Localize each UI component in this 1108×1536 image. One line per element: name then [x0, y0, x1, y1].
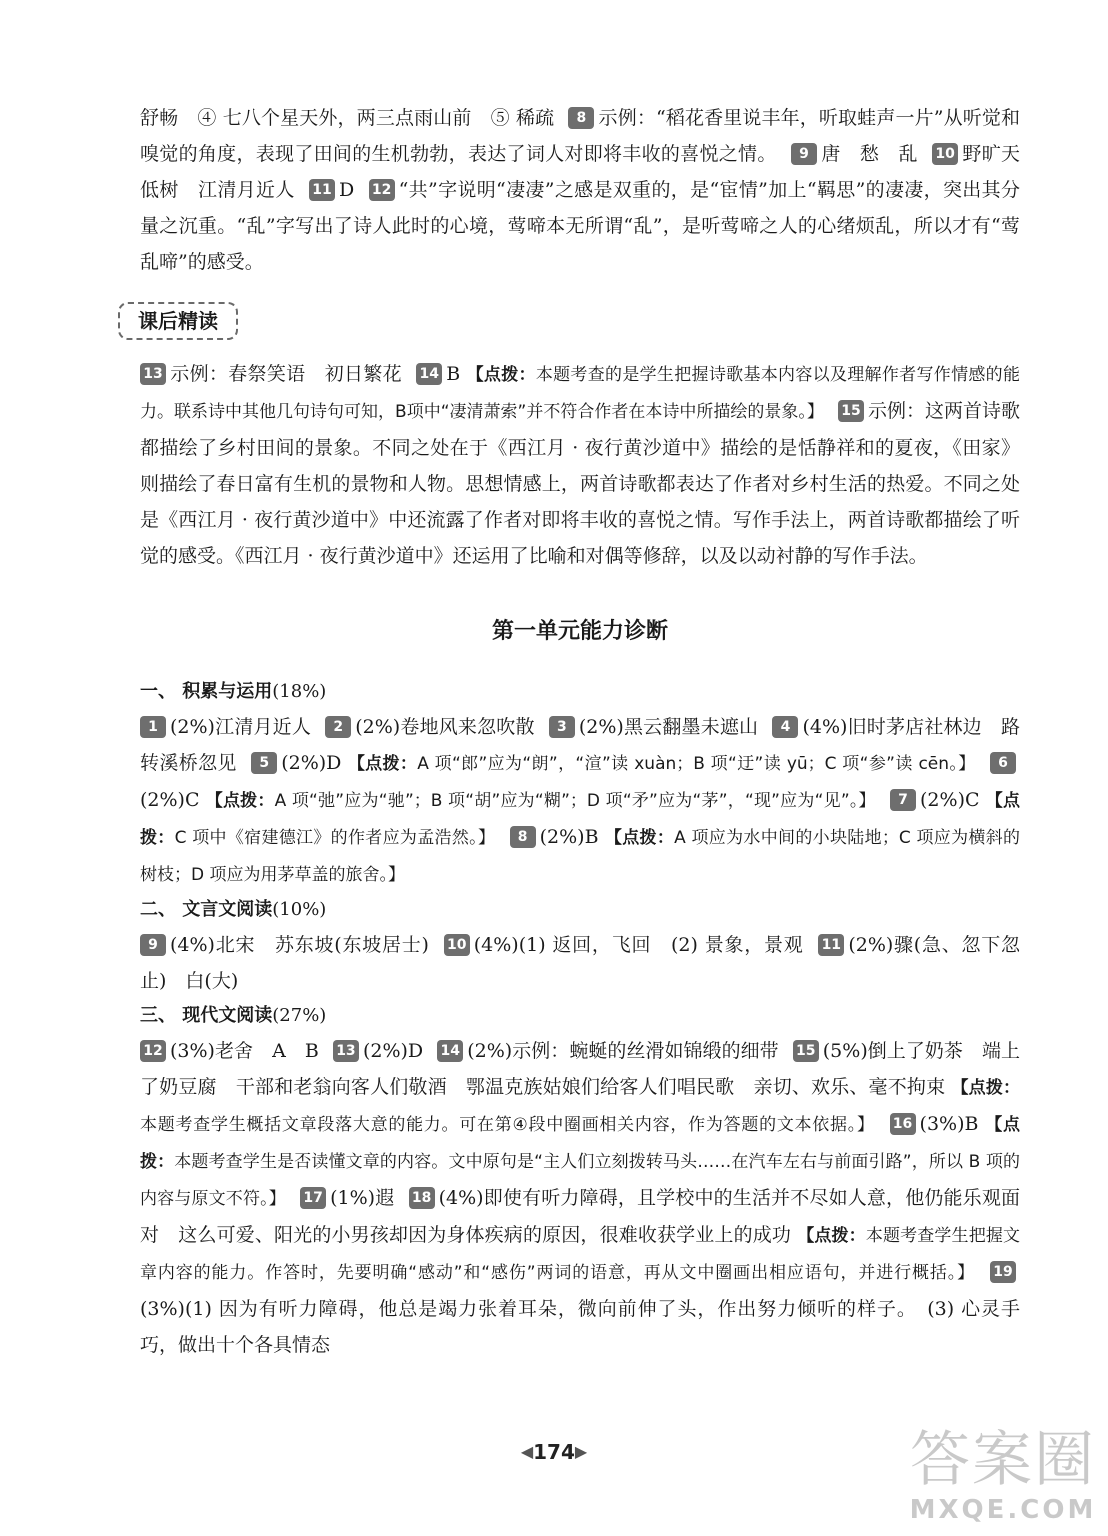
- question-number-badge: 15: [793, 1040, 819, 1062]
- question-number-badge: 9: [791, 143, 817, 165]
- prev-answer-8: 示例：“稻花香里说丰年，听取蛙声一片”从听觉和嗅觉的角度，表现了田间的生机勃勃，表达了词人对即将丰收的喜悦之情。: [140, 107, 1020, 165]
- question-number-badge: 5: [251, 752, 277, 774]
- question-number-badge: 17: [300, 1187, 326, 1209]
- hint-6: 【点拨：A 项“弛”应为“驰”；B 项“胡”应为“糊”；D 项“矛”应为“茅”，“现”应为“见”。】: [205, 791, 876, 811]
- prev-answer-10: 野旷天低树 江清月近人: [140, 143, 1020, 201]
- question-number-badge: 6: [990, 752, 1016, 774]
- question-number-badge: 9: [140, 934, 166, 956]
- section-heading-3: 三、 现代文阅读(27%): [140, 1005, 327, 1026]
- watermark-url: MXQE.COM: [909, 1495, 1097, 1525]
- question-number-badge: 14: [437, 1040, 463, 1062]
- question-number-badge: 10: [444, 934, 470, 956]
- hint-8: 【点拨：A 项应为水中间的小块陆地；C 项应为横斜的树枝；D 项应为用茅草盖的旅舍。】: [140, 828, 1021, 885]
- hint-15: 【点拨：本题考查学生概括文章段落大意的能力。可在第④段中圈画相关内容，作为答题的文本依据。】: [140, 1078, 1020, 1135]
- question-number-badge: 14: [416, 363, 442, 385]
- section-1-answers: 1 (2%)江清月近人 2 (2%)卷地风来忽吹散 3 (2%)黑云翻墨未遮山 4 (4%)旧时茅店社林边 路转溪桥忽见 5 (2%)D 【点拨：A 项“郎”应为“朗”，“渲”读 xuàn；B 项“迂”读 yū；C 项“参”读 cēn。】 6(2%)C 【点拨：A 项“弛”应为“驰”；B 项“胡”应为“糊”；D 项“矛”应为“茅”，“现”应为“见”。】 7 (2%)C 【点拨：C 项中《宿建德江》的作者应为孟浩然。】 8 (2%)B 【点拨：A 项应为水中间的小块陆地；C 项应为横斜的树枝；D 项应为用茅草盖的旅舍。】: [140, 716, 1021, 885]
- page-content: [140, 100, 1020, 1363]
- question-number-badge: 10: [932, 143, 958, 165]
- prev-answers: [140, 100, 1020, 280]
- question-number-badge: 8: [568, 107, 594, 129]
- question-number-badge: 11: [309, 179, 335, 201]
- question-number-badge: 13: [140, 363, 166, 385]
- question-number-badge: 12: [369, 179, 395, 201]
- question-number-badge: 7: [890, 789, 916, 811]
- prev-answer-11: D: [339, 179, 355, 201]
- section-heading-2: 二、 文言文阅读(10%): [140, 899, 327, 920]
- hint-14: 【点拨：本题考查的是学生把握诗歌基本内容以及理解作者写作情感的能力。联系诗中其他几句诗句可知，B项中“凄清萧索”并不符合作者在本诗中所描绘的景象。】: [140, 365, 1020, 422]
- section-title-after-class: 课后精读: [118, 302, 238, 340]
- hint-5: 【点拨：A 项“郎”应为“朗”，“渲”读 xuàn；B 项“迂”读 yū；C 项“参”读 cēn。】: [347, 754, 976, 774]
- prev-answer-9: 唐 愁 乱: [821, 143, 918, 165]
- question-number-badge: 12: [140, 1040, 166, 1062]
- question-number-badge: 3: [549, 716, 575, 738]
- right-triangle-icon: ▶: [574, 1442, 588, 1461]
- section-2-answers: 9 (4%)北宋 苏东坡(东坡居士) 10 (4%)(1) 返回，飞回 (2) 景象，景观 11 (2%)骤(急、忽下忽止) 白(大): [140, 934, 1021, 992]
- left-triangle-icon: ◀: [520, 1442, 534, 1461]
- prev-answer-4-5: 舒畅 ④ 七八个星天外，两三点雨山前 ⑤ 稀疏: [140, 107, 555, 129]
- watermark-logo: [908, 1425, 1098, 1530]
- answer-15: 示例：这两首诗歌都描绘了乡村田间的景象。不同之处在于《西江月 · 夜行黄沙道中》描绘的是恬静祥和的夏夜，《田家》则描绘了春日富有生机的景物和人物。思想情感上，两首诗歌都表达了作者对乡村生活的热爱。不同之处是《西江月 · 夜行黄沙道中》中还流露了作者对即将丰收的喜悦之情。写作手法上，两首诗歌都描绘了听觉的感受。《西江月 · 夜行黄沙道中》还运用了比喻和对偶等修辞，以及以动衬静的写作手法。: [140, 400, 1020, 567]
- hint-18: 【点拨：本题考查学生把握文章内容的能力。作答时，先要明确“感动”和“感伤”两词的语意，再从文中圈画出相应语句，并进行概括。】: [140, 1226, 1020, 1283]
- question-number-badge: 13: [333, 1040, 359, 1062]
- watermark-text: 答案圈: [910, 1425, 1096, 1495]
- question-number-badge: 8: [510, 826, 536, 848]
- hint-7: 【点拨：C 项中《宿建德江》的作者应为孟浩然。】: [140, 791, 1020, 848]
- question-number-badge: 2: [325, 716, 351, 738]
- question-number-badge: 16: [890, 1113, 916, 1135]
- section-heading-1: 一、 积累与运用(18%): [140, 681, 327, 702]
- answer-13: 示例：春祭笑语 初日繁花: [170, 363, 402, 385]
- question-number-badge: 11: [818, 934, 844, 956]
- after-class-answers: [140, 356, 1020, 574]
- question-number-badge: 15: [838, 400, 864, 422]
- question-number-badge: 1: [140, 716, 166, 738]
- prev-answer-12: “共”字说明“凄凄”之感是双重的，是“宦情”加上“羁思”的凄凄，突出其分量之沉重。“乱”字写出了诗人此时的心境，莺啼本无所谓“乱”，是听莺啼之人的心绪烦乱，所以才有“莺乱啼”的感受。: [140, 179, 1020, 273]
- question-number-badge: 4: [772, 716, 798, 738]
- hint-16: 【点拨：本题考查学生是否读懂文章的内容。文中原句是“主人们立刻拨转马头……在汽车左右与前面引路”，所以 B 项的内容与原文不符。】: [140, 1115, 1020, 1209]
- page-number: ◀174▶: [520, 1440, 588, 1464]
- question-number-badge: 18: [409, 1187, 435, 1209]
- answer-14: B: [446, 363, 461, 385]
- section-3-answers: 12 (3%)老舍 A B 13 (2%)D 14 (2%)示例：蜿蜒的丝滑如锦缎的细带 15 (5%)倒上了奶茶 端上了奶豆腐 干部和老翁向客人们敬酒 鄂温克族姑娘们给客人们唱民歌 亲切、欢乐、毫不拘束 【点拨：本题考查学生概括文章段落大意的能力。可在第④段中圈画相关内容，作为答题的文本依据。】 16 (3%)B 【点拨：本题考查学生是否读懂文章的内容。文中原句是“主人们立刻拨转马头……在汽车左右与前面引路”，所以 B 项的内容与原文不符。】 17 (1%)遐 18 (4%)即使有听力障碍，且学校中的生活并不尽如人意，他仍能乐观面对 这么可爱、阳光的小男孩却因为身体疾病的原因，很难收获学业上的成功 【点拨：本题考查学生把握文章内容的能力。作答时，先要明确“感动”和“感伤”两词的语意，再从文中圈画出相应语句，并进行概括。】 19(3%)(1) 因为有听力障碍，他总是竭力张着耳朵，微向前伸了头，作出努力倾听的样子。 (3) 心灵手巧，做出十个各具情态: [140, 1040, 1021, 1356]
- unit-title: 第一单元能力诊断: [491, 619, 668, 644]
- question-number-badge: 19: [990, 1261, 1016, 1283]
